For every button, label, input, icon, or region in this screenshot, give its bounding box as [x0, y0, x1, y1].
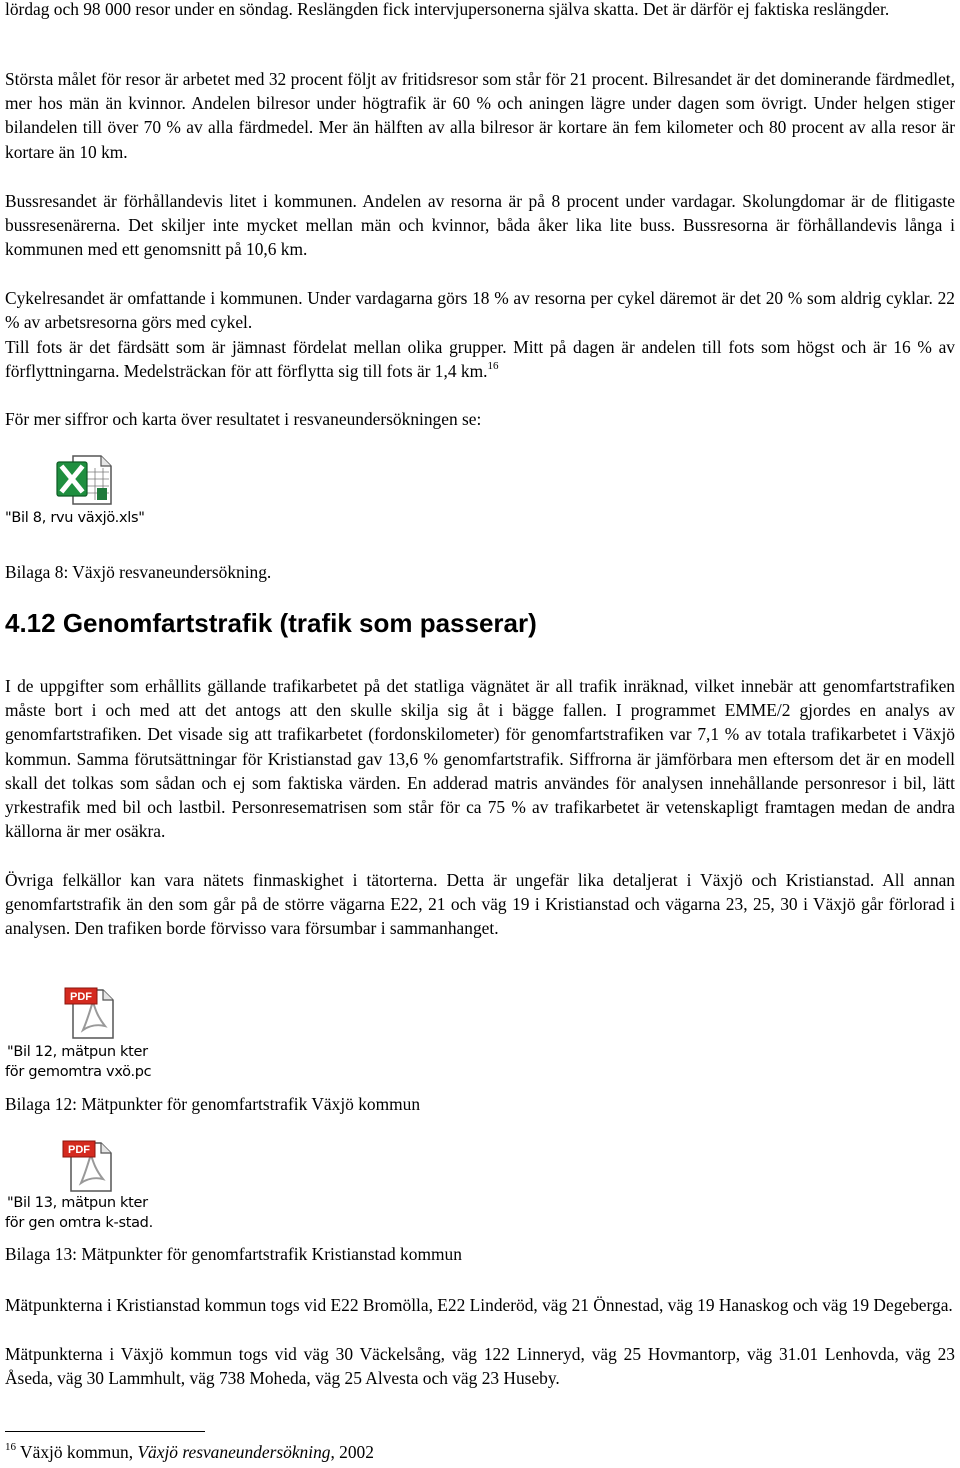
attachment-pdf-vaxjo-caption-1[interactable]: "Bil 12, mätpun kter [7, 1044, 148, 1060]
footnote-text: Växjö kommun, [20, 1442, 138, 1462]
footnote-ref[interactable]: 16 [487, 360, 499, 373]
footnote-divider [5, 1431, 205, 1432]
attachment-pdf-kristianstad-caption-2[interactable]: för gen omtra k-stad. [5, 1215, 153, 1231]
footnote-number: 16 [5, 1441, 16, 1453]
paragraph-cykel: Cykelresandet är omfattande i kommunen. Under vardagarna görs 18 % av resorna per cykel däremot är det 20 % som aldrig cyklar. 22 % av arbetsresorna görs med cykel. [5, 288, 955, 333]
footnote-year: , 2002 [330, 1442, 374, 1462]
attachment-pdf-vaxjo[interactable] [63, 986, 117, 1045]
footnote [5, 1440, 955, 1464]
paragraph-mer-siffror: För mer siffror och karta över resultatet i resvaneundersökningen se: [5, 409, 482, 429]
pdf-icon[interactable] [63, 986, 117, 1040]
paragraph-till-fots [5, 335, 955, 383]
pdf-badge: PDF [70, 991, 92, 1003]
attachment-excel-caption[interactable]: "Bil 8, rvu växjö.xls" [5, 510, 145, 526]
paragraph-buss: Bussresandet är förhållandevis litet i kommunen. Andelen av resorna är på 8 procent under vardagar. Skolungdomar är de flitigaste bussresenärerna. Det skiljer inte mycket mellan män och kvinnor, båda åker lika lite buss. Bussresorna är förhållandevis långa i kommunen med ett genomsnitt på 10,6 km. [5, 191, 955, 260]
attachment-pdf-kristianstad-caption-1[interactable]: "Bil 13, mätpun kter [7, 1195, 148, 1211]
attachment-pdf-kristianstad[interactable] [61, 1139, 115, 1198]
paragraph-matpunkter-kristianstad: Mätpunkterna i Kristianstad kommun togs vid E22 Bromölla, E22 Linderöd, väg 21 Önnestad, väg 19 Hanaskog och väg 19 Degeberga. [5, 1295, 953, 1315]
paragraph-genomfart-1: I de uppgifter som erhållits gällande trafikarbetet på det statliga vägnätet är all trafik inräknad, vilket innebär att genomfartstrafiken måste bort i och med att det antogs att den skulle skilja sig åt i bägge fallen. I programmet EMME/2 gjordes en analys av genomfartstrafiken. Det visade sig att trafikarbetet (fordonskilometer) för genomfartstrafiken var 7,1 % av totala trafikarbetet i Växjö kommun. Samma förutsättningar för Kristianstad gav 13,6 % genomfartstrafik. Siffrorna är jämförbara men eftersom det är en modell skall det tolkas som sådan och ej som faktiska värden. En adderad matris användes för analysen innehållande personresor i bil, lätt yrkestrafik med bil och lastbil. Personresematrisen som står för ca 75 % av trafikarbetet är vetenskapligt framtagen medan de andra källorna är mer osäkra. [5, 676, 955, 842]
paragraph-bilresor: Största målet för resor är arbetet med 32 procent följt av fritidsresor som står för 21 procent. Bilresandet är det dominerande färdmedlet, mer hos män än kvinnor. Andelen bilresor under högtrafik är 60 % och aningen lägre under dagen som övrigt. Under helgen stiger bilandelen till över 70 % av alla färdmedel. Mer än hälften av alla bilresor är kortare än fem kilometer och 80 procent av alla resor är kortare än 10 km. [5, 69, 955, 162]
pdf-icon[interactable] [61, 1139, 115, 1193]
pdf-badge: PDF [68, 1144, 90, 1156]
attachment-excel[interactable] [55, 452, 115, 511]
section-heading: 4.12 Genomfartstrafik (trafik som passerar) [5, 608, 537, 638]
bilaga-8-label: Bilaga 8: Växjö resvaneundersökning. [5, 562, 272, 582]
excel-icon[interactable] [55, 452, 115, 506]
paragraph-genomfart-2: Övriga felkällor kan vara nätets finmaskighet i tätorterna. Detta är ungefär lika detaljerat i Växjö och Kristianstad. All annan genomfartstrafik än den som går på de större vägarna E22, 21 och väg 19 i Kristianstad och vägarna 23, 25, 30 i Växjö går förlorad i analysen. Den trafiken borde förvisso vara försumbar i sammanhanget. [5, 870, 955, 939]
bilaga-13-label: Bilaga 13: Mätpunkter för genomfartstrafik Kristianstad kommun [5, 1244, 462, 1264]
paragraph-matpunkter-vaxjo: Mätpunkterna i Växjö kommun togs vid väg 30 Väckelsång, väg 122 Linneryd, väg 25 Hovmantorp, väg 31.01 Lenhovda, väg 23 Åseda, väg 30 Lammhult, väg 738 Moheda, väg 25 Alvesta och väg 23 Huseby. [5, 1344, 955, 1389]
attachment-pdf-vaxjo-caption-2[interactable]: för gemomtra vxö.pc [5, 1064, 152, 1080]
footnote-title: Växjö resvaneundersökning [137, 1442, 331, 1462]
paragraph-till-fots-text: Till fots är det färdsätt som är jämnast fördelat mellan olika grupper. Mitt på dagen är andelen till fots som högst och är 16 % av förflyttningarna. Medelsträckan för att förflytta sig till fots är 1,4 km. [5, 337, 955, 382]
bilaga-12-label: Bilaga 12: Mätpunkter för genomfartstrafik Växjö kommun [5, 1094, 421, 1114]
paragraph-intro: lördag och 98 000 resor under en söndag. Reslängden fick intervjupersonerna själva skatta. Det är därför ej faktiska reslängder. [5, 0, 890, 19]
